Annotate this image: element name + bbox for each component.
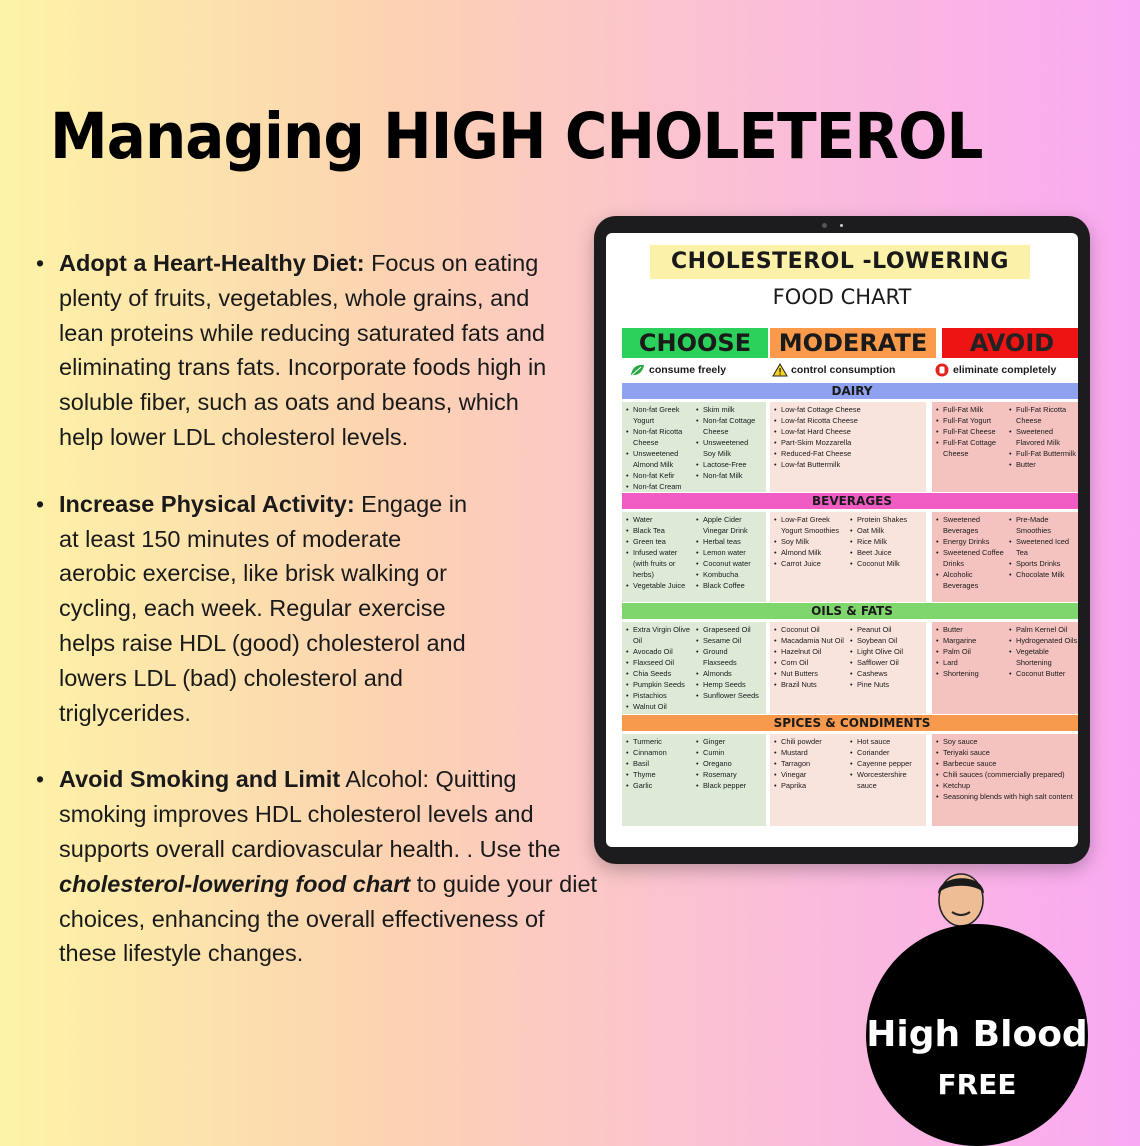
food-item: • Chili powder	[774, 736, 846, 747]
food-item: • Apple Cider Vinegar Drink	[696, 514, 762, 536]
food-item: • Seasoning blends with high salt content	[936, 791, 1078, 802]
food-item: • Beet Juice	[850, 547, 922, 558]
choose-food-list	[622, 734, 766, 826]
food-item: • Cinnamon	[626, 747, 692, 758]
category-avoid: AVOID	[942, 328, 1078, 358]
food-item: • Rice Milk	[850, 536, 922, 547]
food-item: • Basil	[626, 758, 692, 769]
food-item: • Mustard	[774, 747, 846, 758]
food-item: • Safflower Oil	[850, 657, 922, 668]
food-item: • Unsweetened Almond Milk	[626, 448, 692, 470]
food-item: • Ground Flaxseeds	[696, 646, 762, 668]
tablet-mockup	[594, 216, 1090, 864]
food-item: • Reduced-Fat Cheese	[774, 448, 922, 459]
chart-subtitle: FOOD CHART	[772, 285, 912, 309]
food-item: • Barbecue sauce	[936, 758, 1078, 769]
choose-food-list	[622, 622, 766, 714]
food-item: • Sweetened Beverages	[936, 514, 1005, 536]
food-item: • Chocolate Milk	[1009, 569, 1078, 580]
food-item: • Green tea	[626, 536, 692, 547]
food-item: • Flaxseed Oil	[626, 657, 692, 668]
food-item: • Coconut Milk	[850, 558, 922, 569]
choose-food-list	[622, 402, 766, 492]
food-item: • Garlic	[626, 780, 692, 791]
food-item: • Non-fat Ricotta Cheese	[626, 426, 692, 448]
section-header: BEVERAGES	[622, 493, 1078, 509]
note-label: eliminate completely	[953, 364, 1057, 376]
food-item: • Hazelnut Oil	[774, 646, 846, 657]
food-item: • Peanut Oil	[850, 624, 922, 635]
food-item: • Non-fat Kefir	[626, 470, 692, 481]
food-item: • Cumin	[696, 747, 762, 758]
food-item: • Sesame Oil	[696, 635, 762, 646]
food-item: • Shortening	[936, 668, 1005, 679]
food-item: • Protein Shakes	[850, 514, 922, 525]
tip-text: Engage in at least 150 minutes of moderate aerobic exercise, like brisk walking or cycling, each week. Regular exercise helps raise HDL (good) cholesterol and lowers LDL (bad) cholesterol and triglycerides.	[59, 490, 468, 726]
food-item: • Full-Fat Buttermilk	[1009, 448, 1078, 459]
tip-diet	[36, 246, 549, 455]
food-item: • Palm Kernel Oil	[1009, 624, 1078, 635]
tip-title: Adopt a Heart-Healthy Diet:	[59, 250, 365, 276]
stop-hand-icon	[934, 363, 950, 377]
food-item: • Coriander	[850, 747, 922, 758]
food-item: • Alcoholic Beverages	[936, 569, 1005, 591]
food-item: • Pine Nuts	[850, 679, 922, 690]
food-item: • Kombucha	[696, 569, 762, 580]
avoid-food-list	[932, 402, 1078, 492]
food-item: • Almond Milk	[774, 547, 846, 558]
tip-text: Focus on eating plenty of fruits, vegetables, whole grains, and lean proteins while reducing saturated fats and eliminating trans fats. Incorporate foods high in soluble fiber, such as oats and beans, which help lower LDL cholesterol levels.	[59, 250, 547, 450]
section-header: DAIRY	[622, 383, 1078, 399]
food-item: • Full-Fat Ricotta Cheese	[1009, 404, 1078, 426]
food-item: • Corn Oil	[774, 657, 846, 668]
moderate-food-list	[770, 622, 926, 714]
food-item: • Low-Fat Greek Yogurt Smoothies	[774, 514, 846, 536]
avoid-food-list	[932, 622, 1078, 714]
note-avoid	[934, 363, 1056, 377]
camera-dot	[822, 223, 827, 228]
food-item: • Non-fat Cottage Cheese	[696, 415, 762, 437]
food-item: • Rosemary	[696, 769, 762, 780]
food-item: • Vegetable Shortening	[1009, 646, 1078, 668]
food-item: • Sunflower Seeds	[696, 690, 762, 701]
note-label: consume freely	[649, 364, 727, 376]
food-item: • Black Coffee	[696, 580, 762, 591]
food-item: • Low-fat Cottage Cheese	[774, 404, 922, 415]
food-item: • Full-Fat Milk	[936, 404, 1005, 415]
food-item: • Unsweetened Soy Milk	[696, 437, 762, 459]
food-item: • Tarragon	[774, 758, 846, 769]
food-item: • Non-fat Cream	[626, 481, 692, 503]
food-item: • Light Olive Oil	[850, 646, 922, 657]
page-title: Managing HIGH CHOLETEROL	[50, 100, 983, 173]
food-item: • Carrot Juice	[774, 558, 846, 569]
food-item: • Lactose-Free	[696, 459, 762, 470]
leaf-icon	[630, 363, 646, 377]
tip-emphasis: cholesterol-lowering food chart	[59, 870, 411, 897]
note-choose	[630, 363, 726, 377]
food-item: • Coconut Oil	[774, 624, 846, 635]
food-item: • Walnut Oil	[626, 701, 692, 712]
food-item: • Energy Drinks	[936, 536, 1005, 547]
food-item: • Teriyaki sauce	[936, 747, 1078, 758]
food-item: • Herbal teas	[696, 536, 762, 547]
food-item: • Oat Milk	[850, 525, 922, 536]
chart-title: CHOLESTEROL -LOWERING	[650, 245, 1030, 279]
food-item: • Almonds	[696, 668, 762, 679]
food-item: • Cashews	[850, 668, 922, 679]
food-item: • Pumpkin Seeds	[626, 679, 692, 690]
tip-smoking	[36, 762, 606, 971]
food-item: • Soy sauce	[936, 736, 1078, 747]
food-item: • Low-fat Ricotta Cheese	[774, 415, 922, 426]
food-item: • Black Tea	[626, 525, 692, 536]
food-item: • Brazil Nuts	[774, 679, 846, 690]
food-item: • Thyme	[626, 769, 692, 780]
food-item: • Hydrogenated Oils	[1009, 635, 1078, 646]
food-item: • Ketchup	[936, 780, 1078, 791]
logo-line2: FREE	[937, 1068, 1017, 1101]
choose-food-list	[622, 512, 766, 602]
food-item: • Cayenne pepper	[850, 758, 922, 769]
food-item: • Turmeric	[626, 736, 692, 747]
food-item: • Pre-Made Smoothies	[1009, 514, 1078, 536]
food-item: • Soy Milk	[774, 536, 846, 547]
avoid-food-list	[932, 734, 1078, 826]
food-item: • Coconut water	[696, 558, 762, 569]
food-item: • Chia Seeds	[626, 668, 692, 679]
tip-title: Avoid Smoking and Limit	[59, 766, 341, 793]
food-item: • Extra Virgin Olive Oil	[626, 624, 692, 646]
food-item: • Soybean Oil	[850, 635, 922, 646]
food-item: • Sweetened Coffee Drinks	[936, 547, 1005, 569]
food-item: • Hemp Seeds	[696, 679, 762, 690]
food-item: • Pistachios	[626, 690, 692, 701]
moderate-food-list	[770, 402, 926, 492]
food-item: • Full-Fat Yogurt	[936, 415, 1005, 426]
food-item: • Macadamia Nut Oil	[774, 635, 846, 646]
tip-title: Increase Physical Activity:	[59, 490, 355, 517]
food-item: • Sports Drinks	[1009, 558, 1078, 569]
food-item: • Sweetened Flavored Milk	[1009, 426, 1078, 448]
category-choose: CHOOSE	[622, 328, 768, 358]
avoid-food-list	[932, 512, 1078, 602]
food-item: • Grapeseed Oil	[696, 624, 762, 635]
food-chart	[606, 233, 1078, 847]
moderate-food-list	[770, 512, 926, 602]
food-item: • Infused water (with fruits or herbs)	[626, 547, 692, 580]
tip-tail: to guide your diet choices, enhancing the overall effectiveness of these lifestyle changes.	[59, 870, 598, 967]
food-item: • Low-fat Buttermilk	[774, 459, 922, 470]
moderate-food-list	[770, 734, 926, 826]
brand-logo	[866, 924, 1088, 1146]
food-item: • Lard	[936, 657, 1005, 668]
food-item: • Ginger	[696, 736, 762, 747]
food-item: • Coconut Butter	[1009, 668, 1078, 679]
food-item: • Black pepper	[696, 780, 762, 791]
logo-line1: High Blood	[866, 1014, 1088, 1055]
food-item: • Hot sauce	[850, 736, 922, 747]
food-item: • Low-fat Hard Cheese	[774, 426, 922, 437]
food-item: • Worcestershire sauce	[850, 769, 922, 791]
category-moderate: MODERATE	[770, 328, 936, 358]
food-item: • Full-Fat Cheese	[936, 426, 1005, 437]
food-item: • Chili sauces (commercially prepared)	[936, 769, 1078, 780]
food-item: • Lemon water	[696, 547, 762, 558]
food-item: • Vinegar	[774, 769, 846, 780]
tips-list	[36, 246, 606, 1003]
note-moderate	[772, 363, 895, 377]
tip-text: Alcohol: Quitting smoking improves HDL cholesterol levels and supports overall cardiovascular health. . Use the	[59, 766, 561, 862]
food-item: • Nut Butters	[774, 668, 846, 679]
food-item: • Part-Skim Mozzarella	[774, 437, 922, 448]
food-item: • Avocado Oil	[626, 646, 692, 657]
food-item: • Butter	[936, 624, 1005, 635]
food-item: • Margarine	[936, 635, 1005, 646]
food-item: • Non-fat Greek Yogurt	[626, 404, 692, 426]
food-item: • Water	[626, 514, 692, 525]
sensor-dot	[840, 224, 843, 227]
food-item: • Palm Oil	[936, 646, 1005, 657]
section-header: OILS & FATS	[622, 603, 1078, 619]
food-item: • Oregano	[696, 758, 762, 769]
food-item: • Skim milk	[696, 404, 762, 415]
food-item: • Butter	[1009, 459, 1078, 470]
food-item: • Vegetable Juice	[626, 580, 692, 591]
warning-icon	[772, 363, 788, 377]
food-item: • Sweetened Iced Tea	[1009, 536, 1078, 558]
tip-activity	[36, 487, 479, 731]
note-label: control consumption	[791, 364, 896, 376]
food-item: • Paprika	[774, 780, 846, 791]
section-header: SPICES & CONDIMENTS	[622, 715, 1078, 731]
food-item: • Non-fat Milk	[696, 470, 762, 481]
food-item: • Full-Fat Cottage Cheese	[936, 437, 1005, 459]
